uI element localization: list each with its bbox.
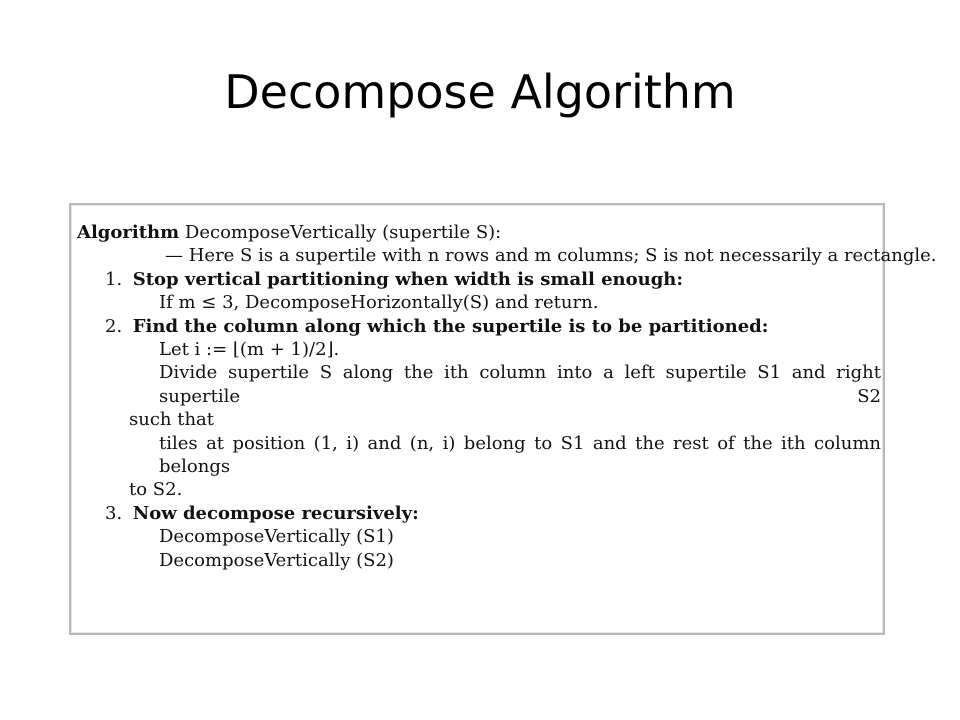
step-2-heading: [77, 315, 881, 338]
step-2-number: 2.: [105, 315, 123, 337]
algorithm-comment: — Here S is a supertile with n rows and m columns; S is not necessarily a rectangle.: [165, 245, 937, 267]
algorithm-text: [77, 221, 937, 572]
algorithm-params: (supertile S):: [382, 222, 502, 243]
algorithm-box: [69, 203, 937, 635]
step-1-line-1: If m ≤ 3, DecomposeHorizontally(S) and return.: [159, 292, 599, 314]
step-2-line-2: Divide supertile S along the ith column into a left supertile S1 and right supertile S2: [159, 362, 881, 407]
step-3-title: Now decompose recursively:: [132, 502, 419, 524]
step-2-line-5: to S2.: [129, 479, 183, 501]
algorithm-name: DecomposeVertically: [184, 222, 377, 243]
algorithm-header: [77, 221, 881, 244]
step-2-line-1: Let i := ⌊(m + 1)/2⌋.: [159, 339, 340, 361]
step-3-line-2: DecomposeVertically (S2): [159, 549, 394, 571]
step-2-title: Find the column along which the supertile is to be partitioned:: [132, 315, 769, 337]
slide-title: Decompose Algorithm: [224, 65, 736, 119]
step-1-heading: [77, 268, 881, 291]
step-2-line-3: such that: [129, 409, 215, 431]
step-1-title: Stop vertical partitioning when width is small enough:: [132, 268, 684, 290]
step-3-heading: [77, 502, 881, 525]
step-1-number: 1.: [105, 268, 123, 290]
step-2-line-4: tiles at position (1, i) and (n, i) belong to S1 and the rest of the ith column belongs: [159, 432, 881, 478]
algorithm-keyword: Algorithm: [77, 222, 180, 243]
step-3-number: 3.: [105, 502, 123, 524]
step-3-line-1: DecomposeVertically (S1): [159, 526, 394, 548]
